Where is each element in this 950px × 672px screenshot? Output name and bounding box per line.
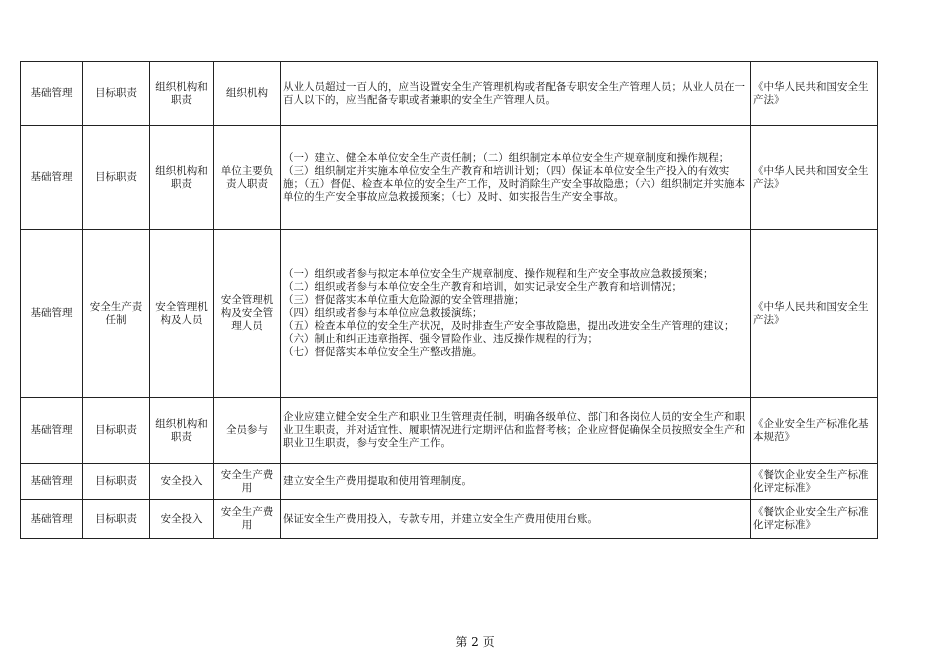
cell-item: 组织机构和职责 xyxy=(150,398,214,464)
cell-basis: 《餐饮企业安全生产标准化评定标准》 xyxy=(751,464,878,500)
cell-subitem: 安全生产费用 xyxy=(214,500,281,539)
cell-category: 基础管理 xyxy=(21,398,83,464)
content-line: 从业人员超过一百人的，应当设置安全生产管理机构或者配备专职安全生产管理人员；从业人员在一百人以下的，应当配备专职或者兼职的安全生产管理人员。 xyxy=(283,80,745,106)
cell-subitem: 组织机构 xyxy=(214,62,281,126)
content-line: （七）督促落实本单位安全生产整改措施。 xyxy=(283,346,483,358)
cell-subcategory: 目标职责 xyxy=(83,500,150,539)
cell-subitem: 安全管理机构及安全管理人员 xyxy=(214,230,281,398)
content-line: 企业应建立健全安全生产和职业卫生管理责任制，明确各级单位、部门和各岗位人员的安全生产和职业卫生职责，并对适宜性、履职情况进行定期评估和监督考核；企业应督促确保全员按照安全生产和职业卫生职责，参与安全生产工作。 xyxy=(283,411,745,449)
content-line: （一）组织或者参与拟定本单位安全生产规章制度、操作规程和生产安全事故应急救援预案； xyxy=(283,268,714,280)
cell-item: 安全投入 xyxy=(150,464,214,500)
cell-content xyxy=(281,398,751,464)
cell-category: 基础管理 xyxy=(21,464,83,500)
cell-category: 基础管理 xyxy=(21,62,83,126)
table-row xyxy=(21,500,878,539)
content-line: （五）检查本单位的安全生产状况，及时排查生产安全事故隐患，提出改进安全生产管理的建议； xyxy=(283,320,735,332)
cell-item: 安全投入 xyxy=(150,500,214,539)
content-line: （一）建立、健全本单位安全生产责任制；（二）组织制定本单位安全生产规章制度和操作规程；（三）组织制定并实施本单位安全生产教育和培训计划；（四）保证本单位安全生产投入的有效实施；（五）督促、检查本单位的安全生产工作，及时消除生产安全事故隐患；（六）组织制定并实施本单位的生产安全事故应急救援预案；（七）及时、如实报告生产安全事故。 xyxy=(283,151,745,203)
table-row xyxy=(21,464,878,500)
cell-subcategory: 目标职责 xyxy=(83,398,150,464)
cell-content xyxy=(281,500,751,539)
content-line: 保证安全生产费用投入，专款专用，并建立安全生产费用使用台账。 xyxy=(283,512,598,525)
content-line: （三）督促落实本单位重大危险源的安全管理措施； xyxy=(283,294,525,306)
table-row xyxy=(21,230,878,398)
cell-item: 组织机构和职责 xyxy=(150,126,214,230)
cell-content xyxy=(281,464,751,500)
cell-subcategory: 安全生产责任制 xyxy=(83,230,150,398)
cell-basis: 《中华人民共和国安全生产法》 xyxy=(751,62,878,126)
cell-basis: 《中华人民共和国安全生产法》 xyxy=(751,230,878,398)
table-row xyxy=(21,398,878,464)
content-line: （四）组织或者参与本单位应急救援演练； xyxy=(283,307,483,319)
cell-content xyxy=(281,62,751,126)
page-number: 第 2 页 xyxy=(455,635,495,649)
cell-basis: 《中华人民共和国安全生产法》 xyxy=(751,126,878,230)
table-row xyxy=(21,126,878,230)
cell-basis: 《企业安全生产标准化基本规范》 xyxy=(751,398,878,464)
table-row xyxy=(21,62,878,126)
cell-content xyxy=(281,126,751,230)
cell-item: 组织机构和职责 xyxy=(150,62,214,126)
content-line: （二）组织或者参与本单位安全生产教育和培训，如实记录安全生产教育和培训情况； xyxy=(283,281,682,293)
content-line: （六）制止和纠正违章指挥、强令冒险作业、违反操作规程的行为； xyxy=(283,333,598,345)
cell-category: 基础管理 xyxy=(21,500,83,539)
cell-subitem: 单位主要负责人职责 xyxy=(214,126,281,230)
cell-subitem: 安全生产费用 xyxy=(214,464,281,500)
requirements-table xyxy=(20,61,878,539)
cell-content xyxy=(281,230,751,398)
cell-subcategory: 目标职责 xyxy=(83,62,150,126)
cell-item: 安全管理机构及人员 xyxy=(150,230,214,398)
cell-basis: 《餐饮企业安全生产标准化评定标准》 xyxy=(751,500,878,539)
content-line: 建立安全生产费用提取和使用管理制度。 xyxy=(283,475,472,487)
cell-category: 基础管理 xyxy=(21,230,83,398)
cell-subitem: 全员参与 xyxy=(214,398,281,464)
cell-category: 基础管理 xyxy=(21,126,83,230)
cell-subcategory: 目标职责 xyxy=(83,126,150,230)
cell-subcategory: 目标职责 xyxy=(83,464,150,500)
